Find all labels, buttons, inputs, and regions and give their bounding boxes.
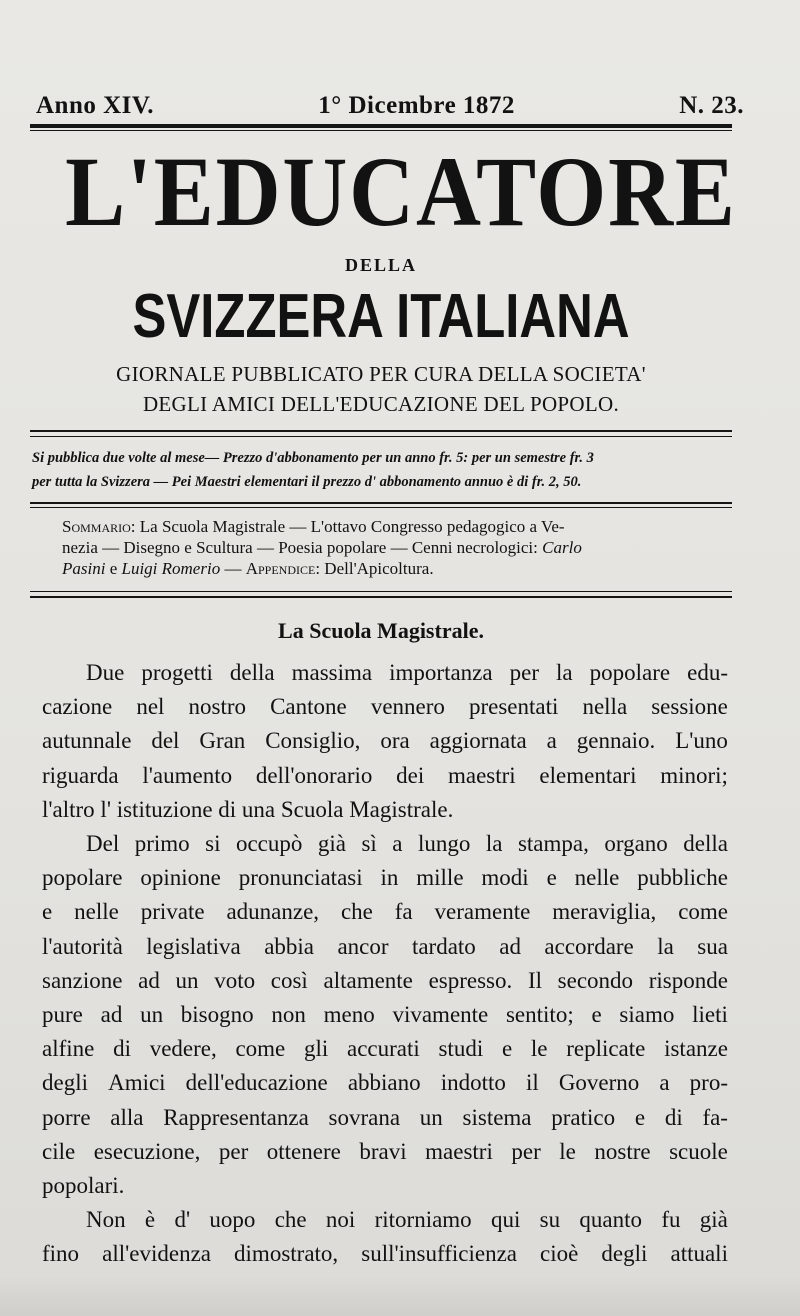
summary-rule [30, 596, 732, 598]
article-body [42, 656, 728, 1272]
article-line: alfine di vedere, come gli accurati studi e le replicate istanze [42, 1036, 728, 1062]
summary-appendix-label: Appendice [245, 559, 316, 578]
summary-line-1: La Scuola Magistrale — L'ottavo Congresso pedagogico a Ve- [139, 517, 565, 536]
subscription-line-2: per tutta la Svizzera — Pei Maestri elementari il prezzo d' abbonamento annuo è di fr. 2, 50. [32, 474, 582, 490]
newspaper-title: L'EDUCATORE [65, 136, 737, 247]
summary-name-pasini: Pasini [62, 559, 106, 578]
article-line: degli Amici dell'educazione abbiano indotto il Governo a pro- [42, 1070, 728, 1096]
article-line: sanzione ad un voto così altamente espresso. Il secondo risponde [42, 967, 728, 993]
summary-line-2: nezia — Disegno e Scultura — Poesia popolare — Cenni necrologici: [62, 538, 538, 557]
article-line: popolari. [42, 1173, 125, 1199]
page-edge-shadow [0, 1276, 800, 1316]
issue-date: 1° Dicembre 1872 [318, 92, 515, 119]
title-della: DELLA [344, 255, 417, 275]
header-rule-thick [30, 124, 732, 128]
subscription-rule [30, 502, 732, 504]
issue-header [36, 92, 744, 120]
summary-dash: — [224, 559, 242, 578]
summary-name-romerio: Luigi Romerio [121, 559, 221, 578]
article-line: Del primo si occupò già sì a lungo la stampa, organo della [86, 831, 728, 857]
article-line: fino all'evidenza dimostrato, sull'insufficienza cioè degli attuali [42, 1241, 728, 1267]
subscription-rule-thin [30, 507, 732, 508]
summary-conjunction: e [109, 559, 118, 578]
tagline-line-2: DEGLI AMICI DELL'EDUCAZIONE DEL POPOLO. [142, 392, 620, 416]
table-of-contents: Sommario: La Scuola Magistrale — L'ottavo Congresso pedagogico a Ve- nezia — Disegno e Scultura — Poesia popolare — Cenni necrologici: Carlo Pasini e Luigi Romerio — Appendice: Dell'Apicoltura. [62, 517, 582, 578]
issue-number: N. 23. [679, 92, 744, 119]
article-line: Non è d' uopo che noi ritorniamo qui su quanto fu già [86, 1207, 728, 1233]
article-title: La Scuola Magistrale. [278, 618, 484, 643]
summary-rule-thin [30, 591, 732, 592]
article-line: l'autorità legislativa abbia ancor tardato ad accordare la sua [42, 933, 728, 959]
masthead-rule [30, 430, 732, 432]
article-line: popolare opinione pronunciatasi in mille modi e nelle pubbliche [42, 865, 728, 891]
header-rule-thin [30, 130, 732, 131]
article-line: e nelle private adunanze, che fa veramente meraviglia, come [42, 899, 728, 925]
article-line: autunnale del Gran Consiglio, ora aggiornata a gennaio. L'uno [42, 728, 728, 754]
article-line: Due progetti della massima importanza per la popolare edu- [86, 660, 728, 685]
summary-appendix: : Dell'Apicoltura. [315, 559, 434, 578]
issue-year: Anno XIV. [36, 92, 154, 119]
article-line: pure ad un bisogno non meno vivamente sentito; e siamo lieti [42, 1002, 728, 1028]
article-line: porre alla Rappresentanza sovrana un sistema pratico e di fa- [42, 1104, 728, 1130]
article-line: cile esecuzione, per ottenere bravi maestri per le nostre scuole [42, 1138, 728, 1164]
newspaper-subtitle: SVIZZERA ITALIANA [132, 282, 630, 351]
article-line: cazione nel nostro Cantone vennero presentati nella sessione [42, 694, 728, 720]
subscription-line-1: Si pubblica due volte al mese— Prezzo d'abbonamento per un anno fr. 5: per un semestre fr. 3 [32, 450, 594, 466]
summary-name-carlo: Carlo [542, 538, 582, 557]
article-line: riguarda l'aumento dell'onorario dei maestri elementari minori; [42, 762, 728, 788]
masthead-rule-thin [30, 436, 732, 437]
summary-label: Sommario [62, 517, 131, 536]
subscription-info [32, 446, 732, 494]
tagline-line-1: GIORNALE PUBBLICATO PER CURA DELLA SOCIETA' [116, 362, 646, 386]
article-line: l'altro l' istituzione di una Scuola Magistrale. [42, 796, 454, 822]
